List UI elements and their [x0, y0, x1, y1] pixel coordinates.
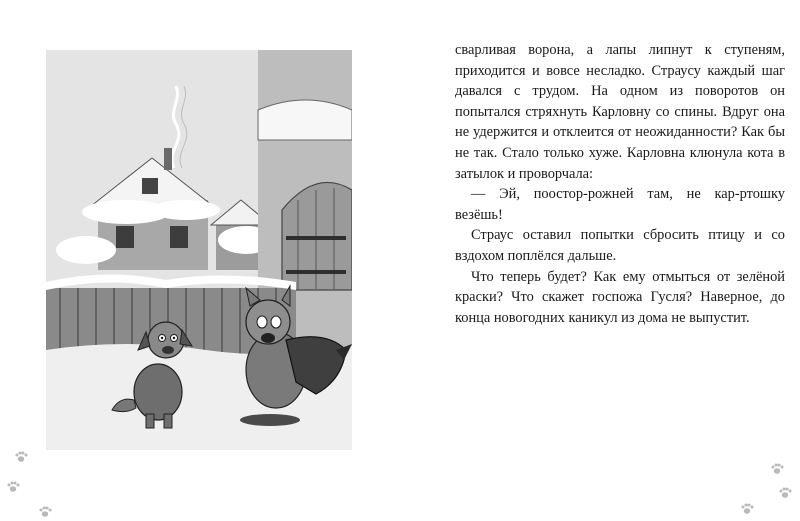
paragraph: сварливая ворона, а лапы липнут к ступеням, приходится и вовсе несладко. Страусу каждый шаг давался с трудом. На одном из поворотов он попытался стряхнуть Карловну со спины. Вдруг она не удержится и отклеится от неожиданности? Как бы не так. Стало только хуже. Карловна клюнула кота в затылок и проворчала:	[455, 42, 785, 182]
paw-print-icon	[770, 462, 784, 476]
paw-print-icon	[778, 486, 792, 500]
paw-print-icon	[38, 505, 52, 519]
winter-yard-illustration	[46, 50, 352, 450]
paragraph: Что теперь будет? Как ему отмыться от зелёной краски? Что скажет госпожа Гусля? Наверное, до конца новогодних каникул из дома не выпустит.	[455, 268, 785, 326]
paw-print-icon	[740, 502, 754, 516]
paw-print-icon	[14, 450, 28, 464]
paw-print-icon	[6, 480, 20, 494]
right-page	[400, 0, 800, 521]
story-text	[455, 40, 785, 328]
paragraph: Страус оставил попытки сбросить птицу и со вздохом поплёлся дальше.	[455, 227, 785, 264]
paragraph: — Эй, поостор-рожней там, не кар-ртошку везёшь!	[455, 186, 785, 223]
